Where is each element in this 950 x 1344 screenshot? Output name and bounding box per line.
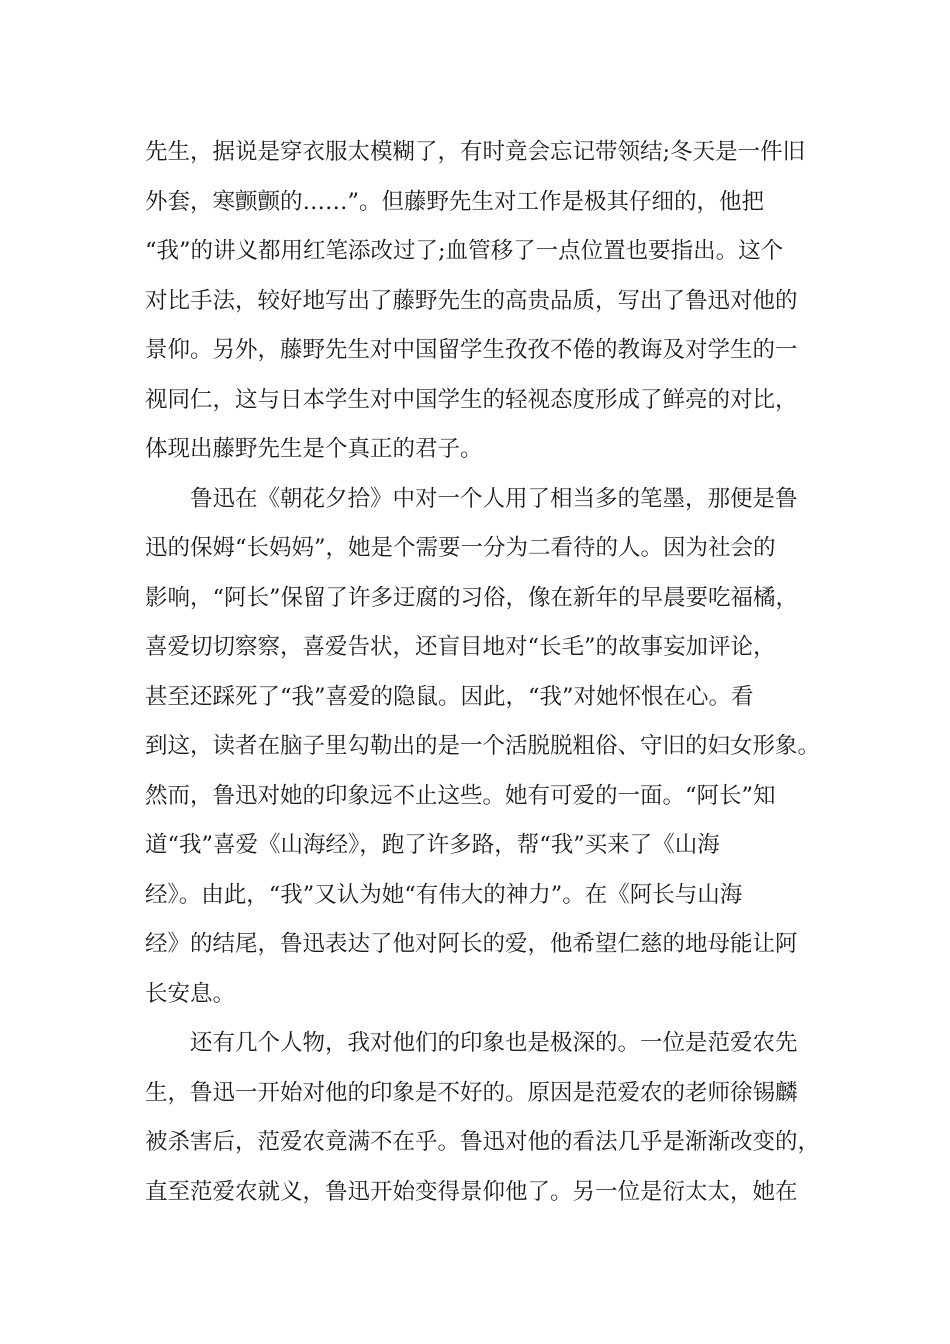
text-line: 然而，鲁迅对她的印象远不止这些。她有可爱的一面。“阿长”知 xyxy=(145,782,776,809)
paragraph xyxy=(145,128,825,475)
text-line: 迅的保姆“长妈妈”，她是个需要一分为二看待的人。因为社会的 xyxy=(145,535,776,561)
text-line: 体现出藤野先生是个真正的君子。 xyxy=(145,436,483,462)
text-line: 长安息。 xyxy=(145,980,236,1007)
text-line: 到这，读者在脑子里勾勒出的是一个活脱脱粗俗、守旧的妇女形象。 xyxy=(145,733,821,759)
text-line: 被杀害后，范爱农竟满不在乎。鲁迅对他的看法几乎是渐渐改变的， xyxy=(145,1129,821,1155)
paragraph xyxy=(145,475,825,1020)
text-line: 景仰。另外，藤野先生对中国留学生孜孜不倦的教诲及对学生的一 xyxy=(145,337,798,363)
text-line: 生，鲁迅一开始对他的印象是不好的。原因是范爱农的老师徐锡麟 xyxy=(145,1079,798,1106)
text-line: 道“我”喜爱《山海经》，跑了许多路，帮“我”买来了《山海 xyxy=(145,832,720,858)
text-line: “我”的讲义都用红笔添改过了;血管移了一点位置也要指出。这个 xyxy=(145,238,784,264)
text-line: 经》的结尾，鲁迅表达了他对阿长的爱，他希望仁慈的地母能让阿 xyxy=(145,931,798,957)
text-line: 对比手法，较好地写出了藤野先生的高贵品质，写出了鲁迅对他的 xyxy=(145,287,798,314)
text-line: 影响，“阿长”保留了许多迂腐的习俗，像在新年的早晨要吃福橘， xyxy=(145,584,799,611)
text-line: 甚至还踩死了“我”喜爱的隐鼠。因此，“我”对她怀恨在心。看 xyxy=(145,683,754,710)
text-line: 外套，寒颤颤的……”。但藤野先生对工作是极其仔细的，他把 xyxy=(145,188,765,215)
text-line: 直至范爱农就义，鲁迅开始变得景仰他了。另一位是衍太太，她在 xyxy=(145,1178,798,1205)
text-line: 先生，据说是穿衣服太模糊了，有时竟会忘记带领结;冬天是一件旧 xyxy=(145,139,806,165)
body-text xyxy=(145,128,825,1217)
text-line: 视同仁，这与日本学生对中国学生的轻视态度形成了鲜亮的对比， xyxy=(145,386,798,413)
text-line: 经》。由此，“我”又认为她“有伟大的神力”。在《阿长与山海 xyxy=(145,881,743,908)
text-line: 还有几个人物，我对他们的印象也是极深的。一位是范爱农先 xyxy=(190,1030,798,1056)
paragraph xyxy=(145,1019,825,1217)
text-line: 喜爱切切察察，喜爱告状，还盲目地对“长毛”的故事妄加评论， xyxy=(145,634,776,660)
text-line: 鲁迅在《朝花夕拾》中对一个人用了相当多的笔墨，那便是鲁 xyxy=(190,485,798,512)
